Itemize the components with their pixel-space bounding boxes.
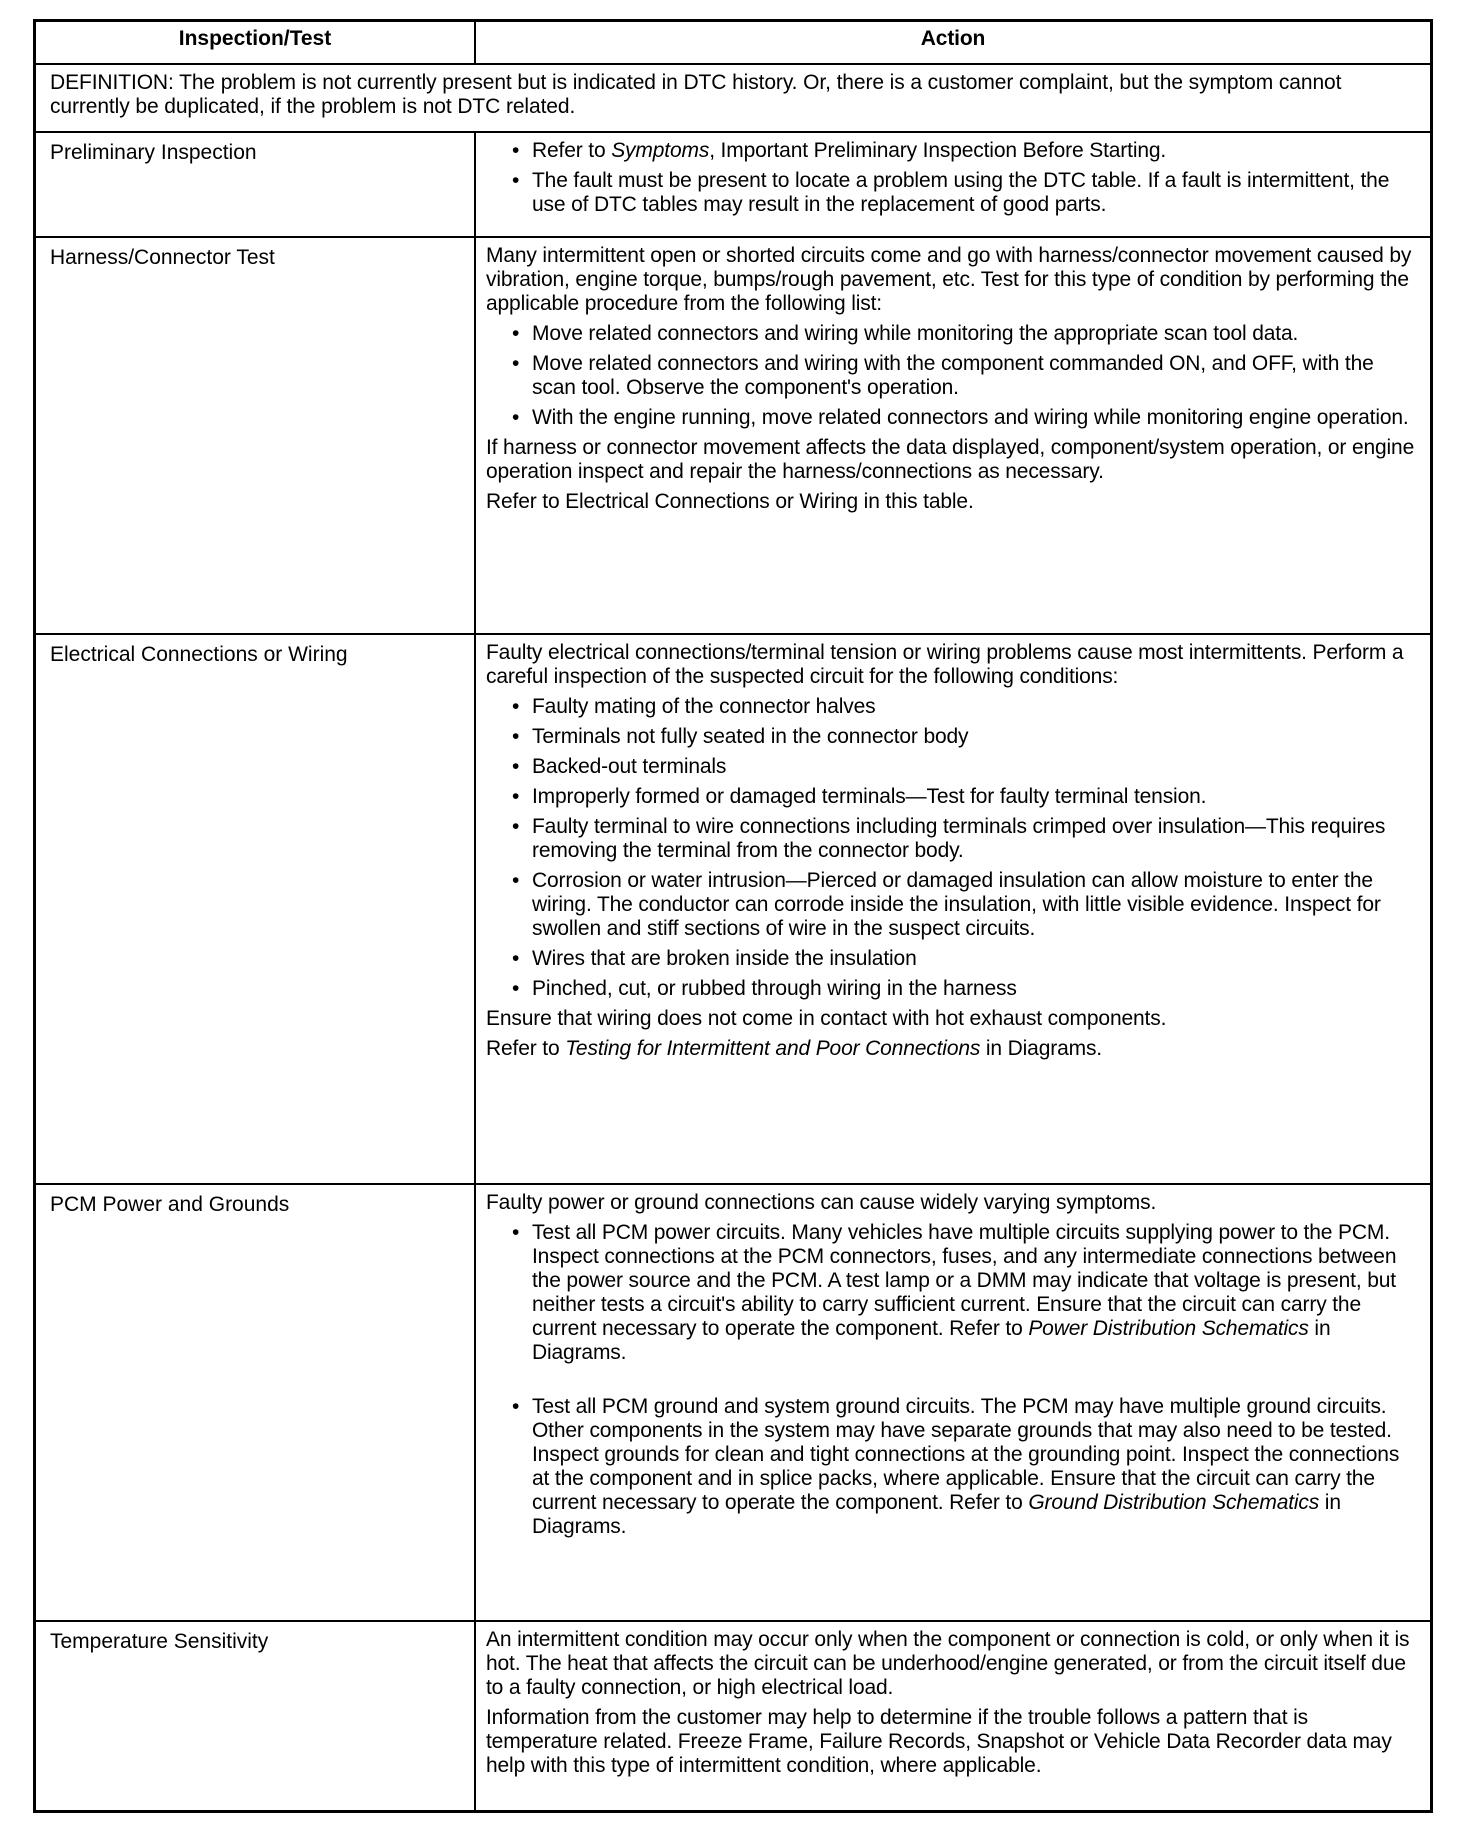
- table-row-temperature: [36, 1620, 1430, 1810]
- list-item: • With the engine running, move related connectors and wiring while monitoring engine operation.: [512, 406, 1409, 429]
- column-header-inspection: Inspection/Test: [36, 22, 476, 63]
- row-label: Electrical Connections or Wiring: [36, 635, 476, 1183]
- definition-row: [36, 63, 1430, 131]
- bullet-icon: •: [512, 1395, 520, 1418]
- list-item: • Pinched, cut, or rubbed through wiring in the harness: [512, 977, 1017, 1000]
- list-item: • Improperly formed or damaged terminals—Test for faulty terminal tension.: [512, 785, 1207, 808]
- bullet-icon: •: [512, 977, 520, 1000]
- bullet-icon: •: [512, 869, 520, 892]
- row-action: Faulty electrical connections/terminal tension or wiring problems cause most intermittents. Perform a careful inspection of the suspected circuit for the following conditions: • Faulty mating of the connector halves • Terminals not fully seated in the connector body • Backed-out terminals • Improperly formed or damaged terminals—Test for faulty terminal tension. • Faulty terminal to wire connections including terminals crimped over insulation—This requires removing the terminal from the connector body. • Corrosion or water intrusion—Pierced or damaged insulation can allow moisture to enter the wiring. The conductor can corrode inside the insulation, with little visible evidence. Inspect for swollen and stiff sections of wire in the suspect circuits. • Wires that are broken inside the insulation • Pinched, cut, or rubbed through wiring in the harness Ensure that wiring does not come in contact with hot exhaust components. Refer to Testing for Intermittent and Poor Connections in Diagrams.: [476, 635, 1430, 1183]
- bullet-icon: •: [512, 1221, 520, 1244]
- list-item: • Faulty mating of the connector halves: [512, 695, 876, 718]
- bullet-icon: •: [512, 785, 520, 808]
- list-item: • Refer to Symptoms, Important Preliminary Inspection Before Starting.: [512, 139, 1167, 162]
- bullet-icon: •: [512, 947, 520, 970]
- row-label: Temperature Sensitivity: [36, 1622, 476, 1810]
- list-item: • Test all PCM power circuits. Many vehicles have multiple circuits supplying power to the PCM. Inspect connections at the PCM connectors, fuses, and any intermediate connections between the power source and the PCM. A test lamp or a DMM may indicate that voltage is present, but neither tests a circuit's ability to carry sufficient current. Ensure that the circuit can carry the current necessary to operate the component. Refer to Power Distribution Schematics in Diagrams.: [512, 1221, 1397, 1364]
- bullet-icon: •: [512, 725, 520, 748]
- table-row-harness: [36, 236, 1430, 633]
- row-action: An intermittent condition may occur only when the component or connection is cold, or only when it is hot. The heat that affects the circuit can be underhood/engine generated, or from the circuit itself due to a faulty connection, or high electrical load. Information from the customer may help to determine if the trouble follows a pattern that is temperature related. Freeze Frame, Failure Records, Snapshot or Vehicle Data Recorder data may help with this type of intermittent condition, where applicable.: [486, 1628, 1410, 1777]
- reference-testing-intermittent: Testing for Intermittent and Poor Connections: [565, 1037, 981, 1060]
- list-item: • Corrosion or water intrusion—Pierced or damaged insulation can allow moisture to enter the wiring. The conductor can corrode inside the insulation, with little visible evidence. Inspect for swollen and stiff sections of wire in the suspect circuits.: [512, 869, 1381, 940]
- reference-symptoms: Symptoms: [611, 139, 710, 162]
- bullet-icon: •: [512, 169, 520, 192]
- table-header-row: [36, 22, 1430, 63]
- list-item: • Move related connectors and wiring with the component commanded ON, and OFF, with the scan tool. Observe the component's operation.: [512, 352, 1374, 399]
- reference-power-distribution: Power Distribution Schematics: [1028, 1317, 1309, 1340]
- list-item: • Terminals not fully seated in the connector body: [512, 725, 969, 748]
- row-label: PCM Power and Grounds: [36, 1185, 476, 1620]
- list-item: • Faulty terminal to wire connections including terminals crimped over insulation—This requires removing the terminal from the connector body.: [512, 815, 1386, 862]
- reference-ground-distribution: Ground Distribution Schematics: [1028, 1491, 1320, 1514]
- bullet-icon: •: [512, 322, 520, 345]
- bullet-icon: •: [512, 755, 520, 778]
- row-label: Harness/Connector Test: [36, 238, 476, 633]
- table-row-electrical: [36, 633, 1430, 1183]
- list-item: • Wires that are broken inside the insulation: [512, 947, 917, 970]
- list-item: • Test all PCM ground and system ground circuits. The PCM may have multiple ground circuits. Other components in the system may have separate grounds that may also need to be tested. Inspect grounds for clean and tight connections at the grounding point. Inspect the connections at the component and in splice packs, where applicable. Ensure that the circuit can carry the current necessary to operate the component. Refer to Ground Distribution Schematics in Diagrams.: [512, 1395, 1400, 1538]
- row-action: [476, 133, 1430, 236]
- row-label: Preliminary Inspection: [36, 133, 476, 236]
- column-header-action: Action: [920, 27, 986, 50]
- bullet-icon: •: [512, 695, 520, 718]
- list-item: • The fault must be present to locate a problem using the DTC table. If a fault is intermittent, the use of DTC tables may result in the replacement of good parts.: [512, 169, 1390, 216]
- bullet-icon: •: [512, 352, 520, 375]
- bullet-icon: •: [512, 139, 520, 162]
- table-row-pcm: [36, 1183, 1430, 1620]
- list-item: • Move related connectors and wiring while monitoring the appropriate scan tool data.: [512, 322, 1299, 345]
- bullet-icon: •: [512, 406, 520, 429]
- row-action: Many intermittent open or shorted circuits come and go with harness/connector movement caused by vibration, engine torque, bumps/rough pavement, etc. Test for this type of condition by performing the applicable procedure from the following list: • Move related connectors and wiring while monitoring the appropriate scan tool data. • Move related connectors and wiring with the component commanded ON, and OFF, with the scan tool. Observe the component's operation. • With the engine running, move related connectors and wiring while monitoring engine operation. If harness or connector movement affects the data displayed, component/system operation, or engine operation inspect and repair the harness/connections as necessary. Refer to Electrical Connections or Wiring in this table.: [476, 238, 1430, 633]
- table-row-preliminary: [36, 131, 1430, 236]
- definition-text: DEFINITION: The problem is not currently present but is indicated in DTC history. Or, there is a customer complaint, but the symptom cannot currently be duplicated, if the problem is not DTC related.: [50, 71, 1342, 118]
- diagnostic-table: [33, 19, 1433, 1813]
- bullet-icon: •: [512, 815, 520, 838]
- list-item: • Backed-out terminals: [512, 755, 727, 778]
- row-action: Faulty power or ground connections can cause widely varying symptoms. • Test all PCM power circuits. Many vehicles have multiple circuits supplying power to the PCM. Inspect connections at the PCM connectors, fuses, and any intermediate connections between the power source and the PCM. A test lamp or a DMM may indicate that voltage is present, but neither tests a circuit's ability to carry sufficient current. Ensure that the circuit can carry the current necessary to operate the component. Refer to Power Distribution Schematics in Diagrams. • Test all PCM ground and system ground circuits. The PCM may have multiple ground circuits. Other components in the system may have separate grounds that may also need to be tested. Inspect grounds for clean and tight connections at the grounding point. Inspect the connections at the component and in splice packs, where applicable. Ensure that the circuit can carry the current necessary to operate the component. Refer to Ground Distribution Schematics in Diagrams.: [476, 1185, 1430, 1620]
